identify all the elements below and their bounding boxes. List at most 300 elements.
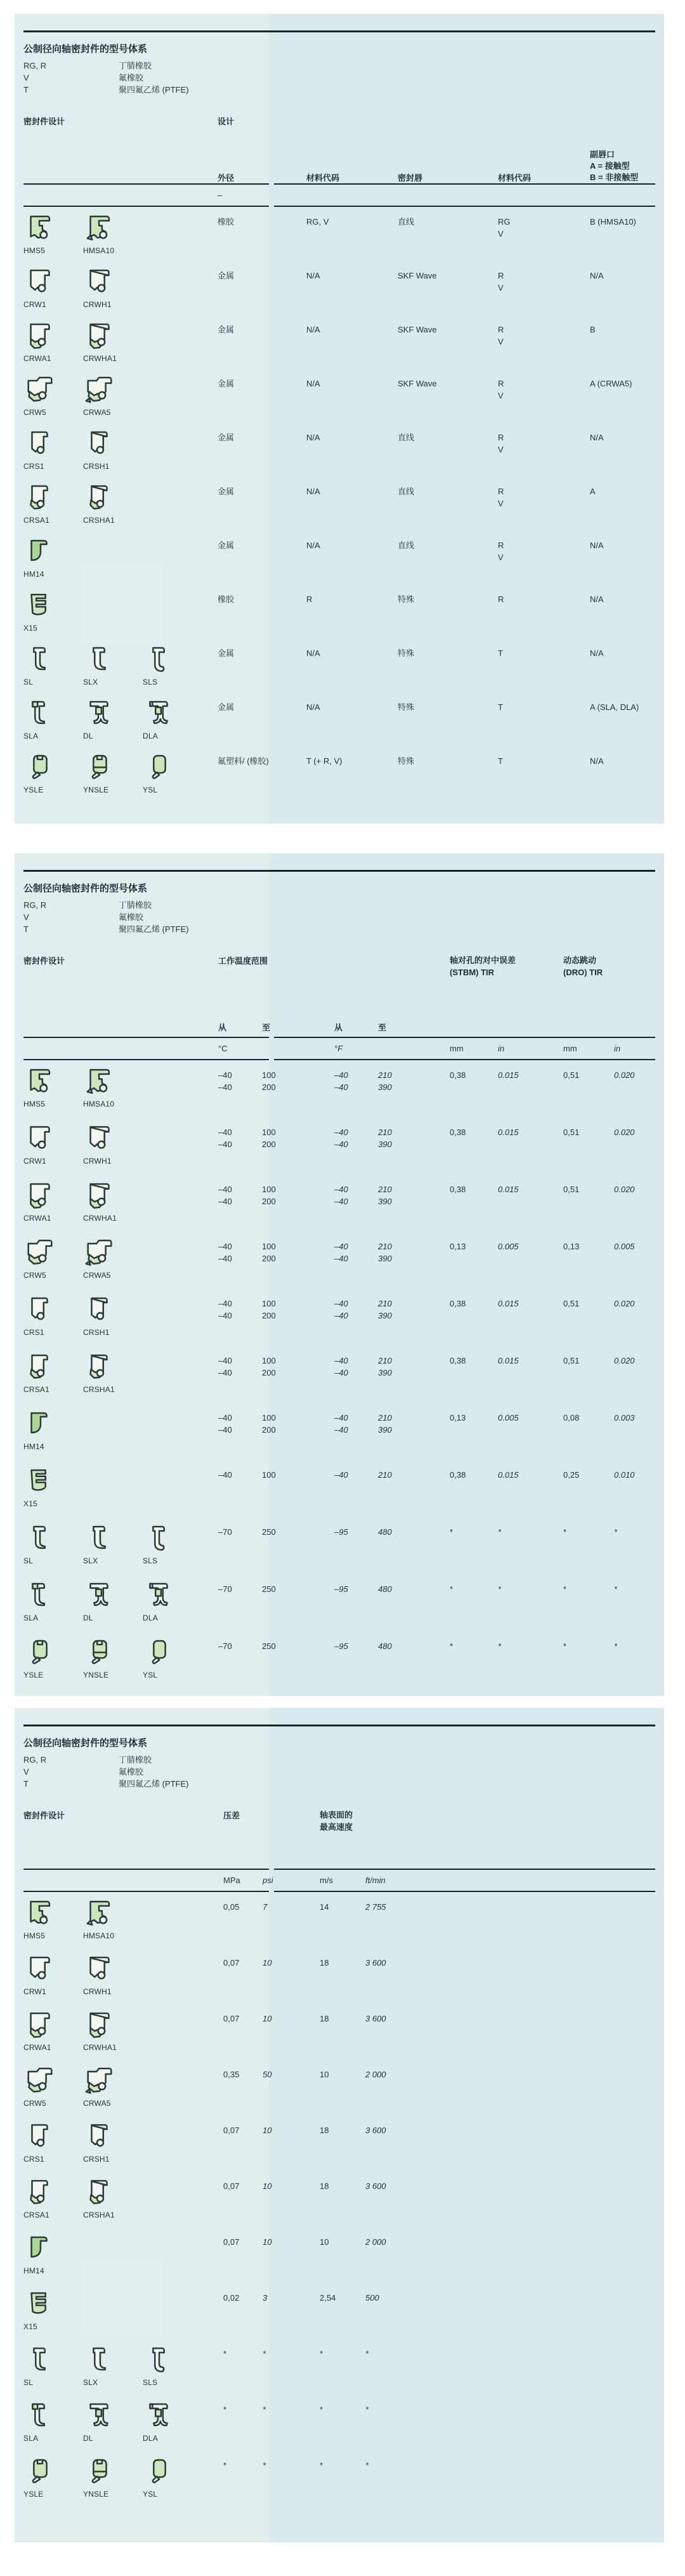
cell-temp-f-from: –95 — [334, 1641, 348, 1651]
cell-temp-c-to: 100 200 — [262, 1413, 276, 1435]
crwa1-seal-icon — [23, 2009, 56, 2039]
seal-profile-figure — [23, 1953, 56, 1998]
seal-design-code: CRSHA1 — [83, 516, 115, 525]
seal-profile-figure — [23, 2120, 56, 2165]
seal-profile-figure — [143, 751, 176, 796]
seal-design-code: YSL — [143, 2490, 158, 2499]
unit-mm: mm — [450, 1044, 464, 1053]
dla-seal-icon — [143, 697, 176, 727]
crs1-seal-icon — [23, 2120, 56, 2150]
legend-code: V — [23, 912, 29, 922]
cell-pressure-psi: 10 — [263, 1958, 272, 1968]
cell-temp-f-to: 480 — [378, 1641, 392, 1651]
column-header-stbm — [450, 954, 563, 1021]
cell-temp-f-from: –95 — [334, 1584, 348, 1594]
seal-profile-figure — [23, 374, 56, 419]
cell-temp-f-to: 210 390 — [378, 1185, 392, 1206]
seal-profile-figure — [83, 1953, 116, 1998]
column-header-seal-design: 密封件设计 — [23, 956, 65, 966]
table-row — [23, 1631, 655, 1688]
cell-seal-lip-type: 直线 — [398, 541, 415, 550]
sl-seal-icon — [23, 643, 56, 673]
crwa5-seal-icon — [83, 2065, 116, 2094]
seal-profile-figure — [83, 1294, 116, 1339]
seal-design-cell — [23, 1948, 223, 1998]
seal-profile-figure — [143, 2455, 176, 2500]
seal-design-cell — [23, 1892, 223, 1942]
seal-profile-figure — [23, 643, 56, 688]
cell-temp-c-to: 250 — [262, 1527, 276, 1537]
cell-stbm-in: 0.005 — [498, 1242, 519, 1251]
cell-aux-lip: N/A — [590, 756, 604, 766]
seal-design-cell — [23, 423, 218, 473]
cell-od-material-code: N/A — [306, 487, 320, 496]
cell-dro-in: 0.005 — [614, 1242, 635, 1251]
cell-pressure-psi: 50 — [263, 2070, 272, 2079]
cell-stbm-in: 0.015 — [498, 1356, 519, 1365]
cell-pressure-psi: * — [263, 2349, 266, 2358]
speed-line2: 最高速度 — [320, 1822, 353, 1832]
cell-dro-in: 0.003 — [614, 1413, 635, 1423]
material-legend — [23, 899, 655, 935]
seal-design-code: HMSA10 — [83, 246, 115, 255]
crs1-seal-icon — [23, 428, 56, 457]
cell-stbm-in: 0.015 — [498, 1185, 519, 1194]
cell-stbm-in: 0.015 — [498, 1299, 519, 1308]
cell-speed-ms: 18 — [320, 2126, 329, 2135]
seal-design-code: CRSA1 — [23, 2211, 50, 2219]
table-row — [23, 692, 655, 746]
crs1-seal-icon — [23, 1294, 56, 1324]
cell-temp-f-from: –40 –40 — [334, 1127, 348, 1149]
cell-stbm-mm: 0,38 — [450, 1185, 466, 1194]
stbm-line2: (STBM) TIR — [450, 968, 495, 977]
column-header-aux-lip — [590, 149, 655, 183]
cell-lip-material-code: R V — [498, 271, 504, 292]
seal-profile-figure — [83, 266, 116, 311]
cell-stbm-in: * — [498, 1641, 502, 1651]
cell-temp-f-from: –40 –40 — [334, 1070, 348, 1092]
table-row — [23, 2283, 655, 2339]
seal-profile-figure — [83, 2065, 116, 2110]
cell-lip-material-code: R — [498, 595, 504, 604]
cell-temp-c-to: 250 — [262, 1641, 276, 1651]
crwh1-seal-icon — [83, 1122, 116, 1152]
seal-profile-figure — [23, 1408, 56, 1453]
legend-label: 丁腈橡胶 — [119, 900, 152, 910]
table-row — [23, 476, 655, 530]
hmsa10-seal-icon — [83, 1897, 116, 1927]
sl-seal-icon — [23, 2344, 56, 2374]
seal-design-code: HMS5 — [23, 1931, 46, 1940]
crwha1-seal-icon — [83, 2009, 116, 2039]
cell-pressure-mpa: 0,07 — [223, 2237, 240, 2247]
table-row — [23, 2227, 655, 2283]
material-legend — [23, 1754, 655, 1790]
seal-profile-figure — [143, 643, 176, 688]
cell-temp-c-from: –70 — [218, 1584, 232, 1594]
ysl-seal-icon — [143, 751, 176, 781]
seal-profile-figure — [23, 212, 56, 257]
cell-speed-ftmin: 2 000 — [365, 2070, 386, 2079]
table-row — [23, 2450, 655, 2506]
seal-profile-figure — [23, 2288, 56, 2333]
legend-item — [23, 1754, 655, 1766]
table-row — [23, 1174, 655, 1232]
seal-design-code: CRW1 — [23, 300, 46, 309]
cell-speed-ms: * — [320, 2349, 323, 2358]
seal-design-code: YSL — [143, 785, 158, 794]
seal-design-code: CRWH1 — [83, 300, 112, 309]
seal-design-cell — [23, 1174, 218, 1225]
cell-temp-f-from: –40 — [334, 1470, 348, 1480]
cell-speed-ms: 2,54 — [320, 2293, 336, 2303]
seal-design-cell — [23, 207, 218, 257]
legend-label: 聚四氟乙烯 (PTFE) — [119, 85, 189, 95]
cell-temp-c-from: –40 — [218, 1470, 232, 1480]
x15-seal-icon — [23, 589, 56, 619]
seal-design-code: YSLE — [23, 785, 44, 794]
seal-design-code: SLS — [143, 2378, 158, 2387]
crsha1-seal-icon — [83, 482, 116, 511]
seal-design-code: DL — [83, 2434, 93, 2443]
seal-design-code: CRSH1 — [83, 462, 110, 471]
seal-design-code: YNSLE — [83, 2490, 109, 2499]
legend-item — [23, 60, 655, 72]
seal-profile-figure — [23, 266, 56, 311]
column-header-seal-design: 密封件设计 — [23, 117, 65, 126]
cell-dro-mm: 0,13 — [563, 1242, 580, 1251]
column-header-outer-diameter: 外径 — [218, 173, 235, 183]
hms5-seal-icon — [23, 1065, 56, 1095]
dl-seal-icon — [83, 1579, 116, 1609]
seal-design-code: YSL — [143, 1671, 158, 1679]
table-row — [23, 1232, 655, 1289]
cell-speed-ftmin: 2 755 — [365, 1902, 386, 1912]
crwa5-seal-icon — [83, 1237, 116, 1266]
slx-seal-icon — [83, 1522, 116, 1552]
crsa1-seal-icon — [23, 2176, 56, 2206]
seal-design-code: CRSHA1 — [83, 2211, 115, 2219]
cell-speed-ftmin: * — [365, 2405, 369, 2414]
seal-profile-figure — [83, 697, 116, 742]
cell-dro-in: 0.020 — [614, 1356, 635, 1365]
cell-od-type: 金属 — [218, 487, 235, 496]
seal-profile-figure — [83, 1065, 116, 1110]
cell-stbm-in: 0.015 — [498, 1470, 519, 1480]
cell-dro-mm: 0,51 — [563, 1070, 580, 1080]
crw1-seal-icon — [23, 1122, 56, 1152]
table-row — [23, 584, 655, 638]
units-band — [23, 1037, 655, 1060]
seal-profile-figure — [83, 2344, 116, 2389]
legend-label: 氟橡胶 — [119, 912, 144, 922]
units-band — [23, 183, 655, 207]
seal-profile-figure — [23, 1897, 56, 1942]
seal-profile-figure — [23, 1579, 56, 1624]
ysl-seal-icon — [143, 1636, 176, 1666]
column-header-material-code-2: 材料代码 — [498, 173, 532, 183]
legend-label: 氟橡胶 — [119, 1767, 144, 1777]
seal-profile-figure — [83, 428, 116, 473]
table-header — [23, 115, 655, 183]
legend-code: RG, R — [23, 1755, 47, 1764]
panel-title: 公制径向轴密封件的型号体系 — [23, 1738, 148, 1749]
seal-profile-figure — [23, 1237, 56, 1282]
seal-profile-figure — [23, 1351, 56, 1396]
crwa1-seal-icon — [23, 320, 56, 350]
x15-seal-icon — [23, 1465, 56, 1495]
cell-od-material-code: N/A — [306, 325, 320, 334]
cell-stbm-mm: 0,13 — [450, 1242, 466, 1251]
hm14-seal-icon — [23, 1408, 56, 1438]
seal-profile-figure — [83, 2176, 116, 2221]
column-header-temperature-range: 工作温度范围 — [218, 956, 268, 966]
seal-profile-figure — [23, 1180, 56, 1225]
seal-profile-figure — [23, 1636, 56, 1681]
cell-stbm-mm: * — [450, 1527, 453, 1537]
cell-temp-c-to: 100 200 — [262, 1070, 276, 1092]
cell-dro-in: * — [614, 1641, 618, 1651]
material-legend — [23, 60, 655, 96]
seal-design-code: SLX — [83, 1556, 98, 1565]
cell-speed-ftmin: 2 000 — [365, 2237, 386, 2247]
legend-label: 聚四氟乙烯 (PTFE) — [119, 1779, 189, 1789]
seal-profile-figure — [83, 1522, 116, 1567]
table-row — [23, 1060, 655, 1117]
legend-code: RG, R — [23, 900, 47, 910]
cell-aux-lip: A (SLA, DLA) — [590, 702, 639, 712]
seal-design-cell — [23, 1403, 218, 1453]
cell-pressure-mpa: * — [223, 2405, 227, 2414]
cell-stbm-in: 0.005 — [498, 1413, 519, 1423]
seal-design-code: DL — [83, 732, 93, 740]
table-row — [23, 1289, 655, 1346]
seal-profile-figure — [23, 697, 56, 742]
cell-pressure-mpa: 0,07 — [223, 2126, 240, 2135]
seal-design-code: SLS — [143, 678, 158, 687]
seal-design-code: HMSA10 — [83, 1100, 115, 1108]
seal-design-cell — [23, 261, 218, 311]
subheader-from-f: 从 — [334, 1023, 343, 1032]
cell-pressure-psi: 7 — [263, 1902, 268, 1912]
designation-panel-pressure-speed — [15, 1708, 664, 2542]
cell-temp-c-from: –40 –40 — [218, 1070, 232, 1092]
seal-design-code: CRWA5 — [83, 408, 111, 417]
cell-temp-f-to: 480 — [378, 1584, 392, 1594]
cell-od-material-code: RG, V — [306, 217, 329, 227]
cell-dro-mm: * — [563, 1641, 567, 1651]
cell-speed-ms: 18 — [320, 2014, 329, 2023]
cell-pressure-mpa: 0,02 — [223, 2293, 240, 2303]
cell-temp-c-from: –40 –40 — [218, 1185, 232, 1206]
cell-od-type: 金属 — [218, 271, 235, 280]
seal-design-code: CRWA1 — [23, 1214, 51, 1223]
cell-od-material-code: N/A — [306, 648, 320, 658]
designation-panel-materials — [15, 14, 664, 824]
crwha1-seal-icon — [83, 1180, 116, 1209]
cell-stbm-mm: 0,38 — [450, 1356, 466, 1365]
cell-stbm-mm: * — [450, 1584, 453, 1594]
seal-design-code: SLA — [23, 732, 39, 740]
dl-seal-icon — [83, 697, 116, 727]
ysle-seal-icon — [23, 2455, 56, 2485]
seal-design-cell — [23, 2004, 223, 2054]
catalog-page — [0, 14, 685, 2542]
seal-design-cell — [23, 584, 218, 634]
seal-design-code: CRWHA1 — [83, 2043, 117, 2052]
cell-aux-lip: B (HMSA10) — [590, 217, 636, 227]
cell-lip-material-code: R V — [498, 541, 504, 562]
legend-code: T — [23, 924, 29, 934]
cell-temp-f-from: –40 –40 — [334, 1299, 348, 1320]
seal-design-code: CRW1 — [23, 1157, 46, 1166]
cell-speed-ftmin: 3 600 — [365, 2181, 386, 2191]
seal-design-code: SL — [23, 678, 34, 687]
seal-design-cell — [23, 1060, 218, 1110]
cell-aux-lip: N/A — [590, 595, 604, 604]
from-to-subheaders — [218, 1021, 450, 1037]
seal-design-cell — [23, 476, 218, 527]
seal-profile-figure — [23, 2344, 56, 2389]
cell-lip-material-code: R V — [498, 325, 504, 346]
seal-design-code: CRSHA1 — [83, 1385, 115, 1394]
seal-design-code: X15 — [23, 1499, 37, 1508]
cell-dro-mm: * — [563, 1584, 567, 1594]
unit-mm: mm — [563, 1044, 577, 1053]
seal-design-code: SLA — [23, 1613, 39, 1622]
table-row — [23, 2115, 655, 2171]
seal-profile-figure — [23, 2455, 56, 2500]
legend-label: 丁腈橡胶 — [119, 61, 152, 70]
unit-ms: m/s — [320, 1876, 333, 1885]
cell-pressure-mpa: * — [223, 2461, 227, 2470]
slx-seal-icon — [83, 643, 116, 673]
dl-seal-icon — [83, 2400, 116, 2429]
seal-design-code: CRWA1 — [23, 354, 51, 363]
table-row — [23, 2171, 655, 2227]
cell-od-type: 金属 — [218, 379, 235, 388]
dro-line2: (DRO) TIR — [563, 968, 603, 977]
panel-top-rule — [23, 30, 655, 32]
seal-design-cell — [23, 1346, 218, 1396]
seal-design-cell — [23, 2450, 223, 2500]
cell-temp-c-from: –40 –40 — [218, 1299, 232, 1320]
cell-aux-lip: N/A — [590, 271, 604, 280]
seal-profile-figure — [83, 1122, 116, 1167]
cell-speed-ftmin: * — [365, 2461, 369, 2470]
cell-lip-material-code: R V — [498, 487, 504, 508]
table-row — [23, 369, 655, 423]
cell-temp-c-from: –40 –40 — [218, 1356, 232, 1377]
seal-design-code: CRW5 — [23, 2099, 46, 2108]
cell-speed-ftmin: 3 600 — [365, 1958, 386, 1968]
seal-design-code: DLA — [143, 732, 158, 740]
cell-speed-ms: 10 — [320, 2237, 329, 2247]
sla-seal-icon — [23, 697, 56, 727]
cell-od-type: 氟塑料/ (橡胶) — [218, 756, 269, 766]
seal-design-cell — [23, 638, 218, 688]
ynsle-seal-icon — [83, 751, 116, 781]
sla-seal-icon — [23, 1579, 56, 1609]
units-dash: – — [218, 190, 223, 200]
seal-profile-figure — [143, 2400, 176, 2445]
column-header-design: 设计 — [218, 117, 235, 126]
seal-profile-figure — [23, 2009, 56, 2054]
cell-od-type: 金属 — [218, 433, 235, 442]
cell-temp-f-from: –40 –40 — [334, 1413, 348, 1435]
hms5-seal-icon — [23, 212, 56, 242]
seal-profile-figure — [83, 2009, 117, 2054]
sl-seal-icon — [23, 1522, 56, 1552]
crsa1-seal-icon — [23, 1351, 56, 1381]
cell-aux-lip: A (CRWA5) — [590, 379, 632, 388]
panel-top-rule — [23, 870, 655, 872]
seal-design-cell — [23, 1517, 218, 1567]
cell-temp-f-from: –95 — [334, 1527, 348, 1537]
seal-design-code: CRWA5 — [83, 2099, 111, 2108]
crw1-seal-icon — [23, 266, 56, 296]
table-row — [23, 1517, 655, 1574]
seal-profile-figure — [23, 2176, 56, 2221]
seal-profile-figure — [83, 643, 116, 688]
legend-code: T — [23, 85, 29, 95]
seal-profile-figure — [143, 1579, 176, 1624]
column-header-seal-design: 密封件设计 — [23, 1811, 65, 1820]
cell-dro-mm: 0,51 — [563, 1356, 580, 1365]
cell-od-material-code: R — [306, 595, 313, 604]
cell-dro-mm: 0,08 — [563, 1413, 580, 1423]
seal-design-code: CRSA1 — [23, 1385, 50, 1394]
seal-design-cell — [23, 2060, 223, 2110]
seal-design-cell — [23, 692, 218, 742]
cell-temp-f-to: 210 390 — [378, 1299, 392, 1320]
seal-design-code: CRSH1 — [83, 1328, 110, 1337]
cell-speed-ms: * — [320, 2405, 323, 2414]
cell-temp-c-from: –40 –40 — [218, 1242, 232, 1263]
seal-profile-figure — [23, 751, 56, 796]
cell-stbm-mm: 0,38 — [450, 1070, 466, 1080]
seal-design-cell — [23, 1117, 218, 1167]
legend-label: 氟橡胶 — [119, 73, 144, 82]
legend-code: RG, R — [23, 61, 47, 70]
seal-design-cell — [23, 1574, 218, 1624]
cell-dro-in: * — [614, 1527, 618, 1537]
cell-seal-lip-type: SKF Wave — [398, 325, 437, 334]
cell-stbm-mm: 0,38 — [450, 1299, 466, 1308]
crwh1-seal-icon — [83, 1953, 116, 1983]
table-body — [23, 207, 655, 800]
cell-aux-lip: B — [590, 325, 596, 334]
seal-design-code: HM14 — [23, 570, 44, 579]
panel-top-rule — [23, 1725, 655, 1726]
crsh1-seal-icon — [83, 2120, 116, 2150]
column-header-surface-speed — [320, 1809, 655, 1869]
dro-line1: 动态跳动 — [563, 956, 597, 965]
designation-panel-temperature — [15, 853, 664, 1696]
cell-temp-c-to: 100 200 — [262, 1127, 276, 1149]
cell-seal-lip-type: 特殊 — [398, 756, 415, 766]
unit-fahrenheit: °F — [334, 1044, 343, 1053]
seal-profile-figure — [23, 1122, 56, 1167]
cell-dro-in: 0.020 — [614, 1070, 635, 1080]
table-body — [23, 1892, 655, 2506]
legend-code: T — [23, 1779, 29, 1789]
cell-aux-lip: N/A — [590, 433, 604, 442]
legend-item — [23, 923, 655, 935]
sls-seal-icon — [143, 1522, 176, 1552]
seal-design-code: CRWA5 — [83, 1271, 111, 1280]
